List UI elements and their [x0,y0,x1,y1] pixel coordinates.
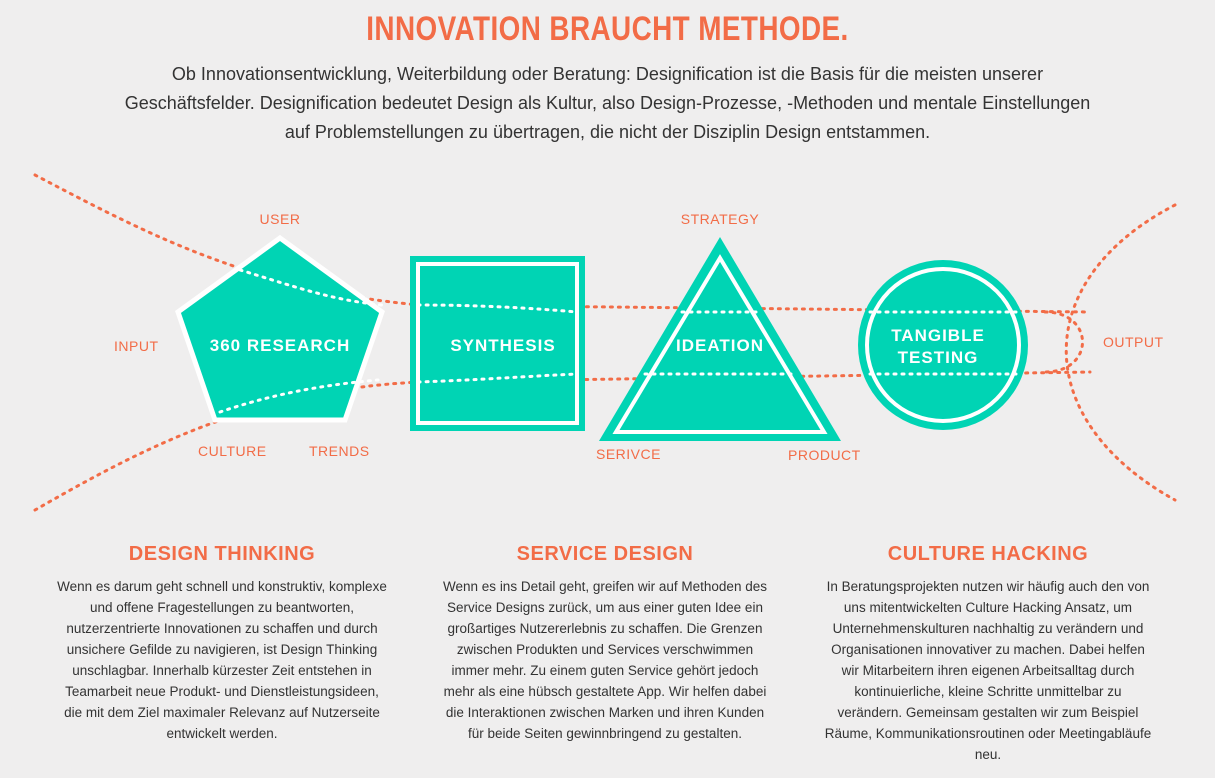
output-loop [1045,312,1083,372]
input-label: INPUT [114,338,159,354]
column-line: immer mehr. Zu einem guten Service gehört jedoch [451,663,759,678]
output-label: OUTPUT [1103,334,1164,350]
column-line: In Beratungsprojekten nutzen wir häufig auch den von [826,579,1150,594]
process-diagram [0,160,1215,530]
column-heading: SERVICE DESIGN [516,543,694,565]
column-line: uns mitentwickelten Culture Hacking Ansatz, um [843,600,1133,615]
intro-line: auf Problemstellungen zu übertragen, die nicht der Disziplin Design entstammen. [284,122,931,142]
column-line: Wenn es darum geht schnell und konstruktiv, komplexe [57,579,387,594]
column-line: die mit dem Ziel maximaler Relevanz auf Nutzerseite [64,705,380,720]
vertex-label-service: SERIVCE [596,446,661,462]
column-line: unschlagbar. Innerhalb kürzester Zeit entstehen in [72,663,372,678]
column-line: neu. [974,747,1002,762]
vertex-label-strategy: STRATEGY [680,211,760,227]
column-line: nutzerzentrierte Innovationen zu schaffen und durch [66,621,378,636]
column-line: großartiges Nutzererlebnis zu schaffen. Die Grenzen [447,621,763,636]
vertex-label-trends: TRENDS [309,443,370,459]
column-line: mehr als eine hübsch gestaltete App. Wir helfen dabei [443,684,767,699]
stage-label-testing-line1: TANGIBLE [891,326,985,345]
stage-label-synthesis: SYNTHESIS [450,336,556,355]
column-line: kontinuierliche, kleine Schritte unmittelbar zu [854,684,1122,699]
vertex-label-culture: CULTURE [198,443,267,459]
column-text [788,576,1188,765]
vertex-label-product: PRODUCT [788,447,861,463]
column-line: entwickelt werden. [166,726,278,741]
testing-stage [858,260,1028,430]
column-line: zwischen Produkten und Services verschwimmen [456,642,754,657]
column-service-design [405,543,805,744]
column-line: wir Mitarbeitern ihren eigenen Arbeitsalltag durch [841,663,1135,678]
column-line: für beide Seiten gewinnbringend zu gestalten. [468,726,742,741]
research-stage [178,238,382,420]
stage-label-testing-line2: TESTING [897,348,979,367]
column-line: Wenn es ins Detail geht, greifen wir auf Methoden des [443,579,767,594]
column-line: und offene Fragestellungen zu beantworten, [90,600,354,615]
output-arc [1066,205,1175,500]
column-line: verändern. Gemeinsam gestalten wir zum Beispiel [837,705,1139,720]
column-line: Räume, Kommunikationsroutinen oder Meetingabläufe [824,726,1152,741]
intro-text [20,60,1195,147]
stage-label-research: 360 RESEARCH [209,336,351,355]
column-line: Unternehmenskulturen nachhaltig zu verändern und [832,621,1144,636]
column-design-thinking [22,543,422,744]
vertex-label-user: USER [259,211,301,227]
stage-label-ideation: IDEATION [676,336,764,355]
column-heading: CULTURE HACKING [887,543,1089,565]
column-line: die Interaktionen zwischen Marken und ihren Kunden [445,705,765,720]
column-line: unsichere Gefilde zu navigieren, ist Design Thinking [66,642,378,657]
column-text [405,576,805,744]
circle-shape [858,260,1028,430]
intro-line: Geschäftsfelder. Designification bedeutet Design als Kultur, also Design-Prozesse, -Methoden und mentale Einstellungen [124,93,1091,113]
column-culture-hacking [788,543,1188,765]
column-line: Organisationen innovativer zu machen. Dabei helfen [831,642,1145,657]
column-line: Service Designs zurück, um aus einer guten Idee ein [447,600,763,615]
column-line: Teamarbeit neue Produkt- und Dienstleistungsideen, [65,684,379,699]
page-title: INNOVATION BRAUCHT METHODE. [366,10,849,48]
pentagon-shape [178,238,382,420]
column-text [22,576,422,744]
intro-line: Ob Innovationsentwicklung, Weiterbildung oder Beratung: Designification ist die Basis für die meisten unserer [171,64,1044,84]
column-heading: DESIGN THINKING [128,543,316,565]
